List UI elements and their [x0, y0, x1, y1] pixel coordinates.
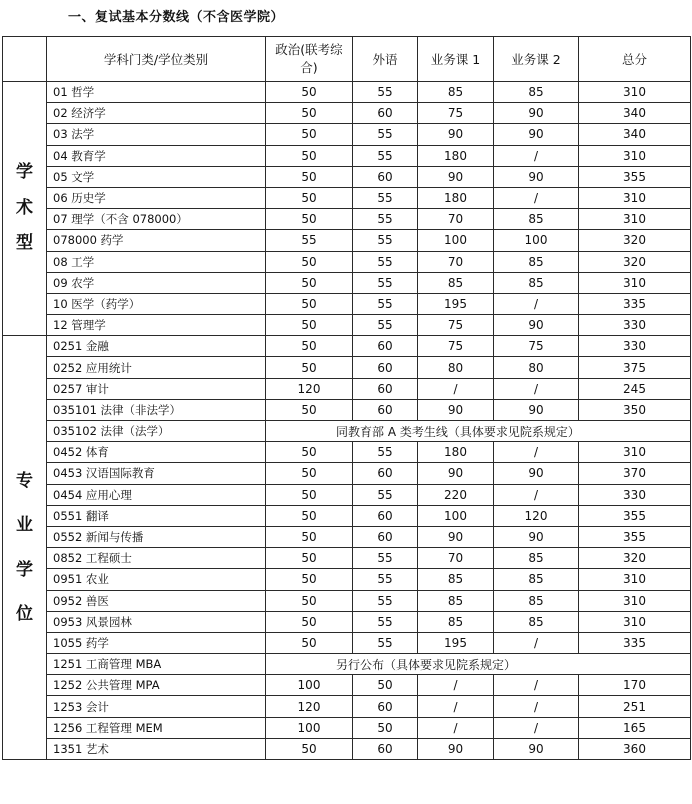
score-total: 355 [579, 526, 691, 547]
table-row [3, 484, 691, 505]
group-label-char: 位 [16, 603, 33, 624]
score-course2: 85 [494, 569, 579, 590]
score-total: 245 [579, 378, 691, 399]
merged-note [266, 421, 691, 442]
score-total: 355 [579, 505, 691, 526]
score-course2: 85 [494, 590, 579, 611]
score-language: 60 [353, 526, 418, 547]
table-row [3, 336, 691, 357]
header-course1: 业务课 1 [418, 37, 494, 82]
table-row [3, 526, 691, 547]
subject-name: 07 理学（不含 078000） [47, 209, 266, 230]
merged-note-text: 另行公布（具体要求见院系规定） [336, 657, 517, 672]
table-row [3, 738, 691, 759]
score-total: 335 [579, 632, 691, 653]
score-course1: 195 [418, 632, 494, 653]
score-politics: 50 [266, 293, 353, 314]
score-course2: / [494, 675, 579, 696]
score-course2: 85 [494, 82, 579, 103]
header-subject: 学科门类/学位类别 [47, 37, 266, 82]
table-row [3, 675, 691, 696]
score-politics: 50 [266, 357, 353, 378]
score-course1: 70 [418, 251, 494, 272]
score-course1: 80 [418, 357, 494, 378]
table-row [3, 357, 691, 378]
score-politics: 120 [266, 378, 353, 399]
score-course1: 90 [418, 738, 494, 759]
score-politics: 55 [266, 230, 353, 251]
score-course2: 85 [494, 272, 579, 293]
score-politics: 50 [266, 442, 353, 463]
table-row [3, 82, 691, 103]
score-total: 310 [579, 569, 691, 590]
score-course2: 90 [494, 124, 579, 145]
subject-name: 0251 金融 [47, 336, 266, 357]
score-course2: / [494, 378, 579, 399]
table-row [3, 505, 691, 526]
score-course2: / [494, 293, 579, 314]
score-politics: 50 [266, 632, 353, 653]
header-group [3, 37, 47, 82]
subject-name: 12 管理学 [47, 315, 266, 336]
section-title: 一、复试基本分数线（不含医学院） [68, 10, 285, 25]
score-course1: 75 [418, 336, 494, 357]
score-course2: 75 [494, 336, 579, 357]
score-course2: 85 [494, 251, 579, 272]
score-language: 55 [353, 632, 418, 653]
score-course1: / [418, 717, 494, 738]
score-language: 55 [353, 209, 418, 230]
subject-name: 0852 工程硕士 [47, 548, 266, 569]
group-label-char: 专 [16, 471, 33, 492]
table-row [3, 293, 691, 314]
score-course1: 100 [418, 230, 494, 251]
header-total: 总分 [579, 37, 691, 82]
score-language: 55 [353, 230, 418, 251]
score-politics: 120 [266, 696, 353, 717]
group-label-char: 业 [16, 515, 33, 536]
score-course2: / [494, 145, 579, 166]
score-language: 55 [353, 315, 418, 336]
score-course1: 70 [418, 209, 494, 230]
subject-name: 0454 应用心理 [47, 484, 266, 505]
score-course2: 85 [494, 611, 579, 632]
subject-name: 09 农学 [47, 272, 266, 293]
subject-name: 0952 兽医 [47, 590, 266, 611]
subject-name: 1055 药学 [47, 632, 266, 653]
score-politics: 50 [266, 505, 353, 526]
score-table [2, 36, 691, 760]
score-politics: 50 [266, 166, 353, 187]
score-politics: 50 [266, 145, 353, 166]
table-row [3, 569, 691, 590]
score-politics: 50 [266, 738, 353, 759]
score-course2: 120 [494, 505, 579, 526]
score-course1: 85 [418, 590, 494, 611]
score-language: 60 [353, 378, 418, 399]
score-course1: 180 [418, 187, 494, 208]
score-politics: 50 [266, 103, 353, 124]
score-total: 340 [579, 103, 691, 124]
table-row [3, 611, 691, 632]
score-language: 60 [353, 336, 418, 357]
merged-note-text: 同教育部 A 类考生线（具体要求见院系规定） [336, 424, 580, 439]
subject-name: 02 经济学 [47, 103, 266, 124]
score-course2: 100 [494, 230, 579, 251]
score-language: 60 [353, 399, 418, 420]
score-language: 55 [353, 145, 418, 166]
subject-name: 035102 法律（法学） [47, 421, 266, 442]
table-row [3, 654, 691, 675]
group-label-char: 术 [16, 197, 33, 218]
score-politics: 50 [266, 82, 353, 103]
score-course1: 90 [418, 124, 494, 145]
table-row [3, 187, 691, 208]
score-total: 320 [579, 230, 691, 251]
score-language: 55 [353, 82, 418, 103]
score-politics: 50 [266, 187, 353, 208]
subject-name: 035101 法律（非法学） [47, 399, 266, 420]
score-total: 310 [579, 209, 691, 230]
score-course2: 80 [494, 357, 579, 378]
score-language: 60 [353, 357, 418, 378]
score-politics: 50 [266, 548, 353, 569]
score-politics: 100 [266, 675, 353, 696]
score-total: 330 [579, 315, 691, 336]
score-total: 170 [579, 675, 691, 696]
score-total: 340 [579, 124, 691, 145]
group-label-char: 学 [16, 162, 33, 183]
score-total: 310 [579, 82, 691, 103]
table-row [3, 463, 691, 484]
score-politics: 50 [266, 124, 353, 145]
score-politics: 50 [266, 251, 353, 272]
table-row [3, 251, 691, 272]
subject-name: 03 法学 [47, 124, 266, 145]
score-language: 55 [353, 251, 418, 272]
group-label [3, 336, 47, 760]
score-total: 360 [579, 738, 691, 759]
group-label-char: 学 [16, 559, 33, 580]
score-language: 55 [353, 124, 418, 145]
score-language: 55 [353, 569, 418, 590]
subject-name: 078000 药学 [47, 230, 266, 251]
score-course2: / [494, 187, 579, 208]
score-total: 370 [579, 463, 691, 484]
score-total: 310 [579, 272, 691, 293]
score-language: 55 [353, 187, 418, 208]
score-course1: 85 [418, 82, 494, 103]
score-politics: 50 [266, 336, 353, 357]
group-label-char: 型 [16, 233, 33, 254]
subject-name: 0953 风景园林 [47, 611, 266, 632]
score-total: 375 [579, 357, 691, 378]
header-politics: 政治(联考综合) [266, 37, 353, 82]
table-row [3, 421, 691, 442]
score-course2: / [494, 632, 579, 653]
merged-note [266, 654, 691, 675]
subject-name: 1253 会计 [47, 696, 266, 717]
score-total: 320 [579, 548, 691, 569]
score-politics: 100 [266, 717, 353, 738]
table-row [3, 590, 691, 611]
subject-name: 0951 农业 [47, 569, 266, 590]
score-course2: 90 [494, 315, 579, 336]
subject-name: 1351 艺术 [47, 738, 266, 759]
score-total: 251 [579, 696, 691, 717]
score-politics: 50 [266, 611, 353, 632]
table-row [3, 124, 691, 145]
table-row [3, 103, 691, 124]
table-row [3, 717, 691, 738]
score-language: 55 [353, 442, 418, 463]
subject-name: 10 医学（药学） [47, 293, 266, 314]
table-row [3, 399, 691, 420]
score-course1: / [418, 378, 494, 399]
score-politics: 50 [266, 463, 353, 484]
score-course2: 90 [494, 399, 579, 420]
score-politics: 50 [266, 590, 353, 611]
subject-name: 1252 公共管理 MPA [47, 675, 266, 696]
score-total: 310 [579, 590, 691, 611]
score-course1: 90 [418, 399, 494, 420]
score-politics: 50 [266, 209, 353, 230]
score-course1: 90 [418, 166, 494, 187]
header-course2: 业务课 2 [494, 37, 579, 82]
score-total: 350 [579, 399, 691, 420]
score-course2: 90 [494, 463, 579, 484]
score-course1: 90 [418, 526, 494, 547]
table-body [3, 82, 691, 760]
score-total: 310 [579, 442, 691, 463]
score-politics: 50 [266, 272, 353, 293]
score-language: 55 [353, 548, 418, 569]
score-politics: 50 [266, 484, 353, 505]
subject-name: 08 工学 [47, 251, 266, 272]
table-row [3, 166, 691, 187]
table-row [3, 145, 691, 166]
score-course2: 85 [494, 548, 579, 569]
score-language: 60 [353, 166, 418, 187]
score-language: 60 [353, 103, 418, 124]
score-course1: 220 [418, 484, 494, 505]
score-course2: / [494, 717, 579, 738]
score-course2: / [494, 484, 579, 505]
score-language: 60 [353, 463, 418, 484]
score-course2: 90 [494, 526, 579, 547]
score-course1: 70 [418, 548, 494, 569]
table-row [3, 442, 691, 463]
score-language: 60 [353, 738, 418, 759]
score-total: 335 [579, 293, 691, 314]
score-course1: 85 [418, 569, 494, 590]
subject-name: 06 历史学 [47, 187, 266, 208]
subject-name: 1256 工程管理 MEM [47, 717, 266, 738]
score-course1: 75 [418, 315, 494, 336]
score-language: 50 [353, 675, 418, 696]
subject-name: 04 教育学 [47, 145, 266, 166]
score-course1: / [418, 696, 494, 717]
group-label [3, 82, 47, 336]
score-course1: 180 [418, 145, 494, 166]
score-total: 355 [579, 166, 691, 187]
table-row [3, 632, 691, 653]
header-row [3, 37, 691, 82]
header-language: 外语 [353, 37, 418, 82]
score-total: 330 [579, 484, 691, 505]
score-course1: 180 [418, 442, 494, 463]
score-total: 310 [579, 145, 691, 166]
subject-name: 0452 体育 [47, 442, 266, 463]
subject-name: 1251 工商管理 MBA [47, 654, 266, 675]
score-course2: / [494, 696, 579, 717]
score-politics: 50 [266, 526, 353, 547]
score-course1: 100 [418, 505, 494, 526]
score-language: 55 [353, 293, 418, 314]
score-total: 310 [579, 611, 691, 632]
table-row [3, 209, 691, 230]
score-course2: / [494, 442, 579, 463]
score-course2: 85 [494, 209, 579, 230]
score-course2: 90 [494, 166, 579, 187]
table-row [3, 378, 691, 399]
subject-name: 0552 新闻与传播 [47, 526, 266, 547]
score-course1: 85 [418, 611, 494, 632]
score-course1: 195 [418, 293, 494, 314]
score-total: 330 [579, 336, 691, 357]
subject-name: 0257 审计 [47, 378, 266, 399]
score-course2: 90 [494, 103, 579, 124]
table-row [3, 696, 691, 717]
score-language: 60 [353, 505, 418, 526]
score-politics: 50 [266, 315, 353, 336]
score-course1: 85 [418, 272, 494, 293]
table-row [3, 548, 691, 569]
score-total: 320 [579, 251, 691, 272]
score-politics: 50 [266, 569, 353, 590]
table-row [3, 272, 691, 293]
score-language: 55 [353, 272, 418, 293]
subject-name: 05 文学 [47, 166, 266, 187]
subject-name: 01 哲学 [47, 82, 266, 103]
score-total: 165 [579, 717, 691, 738]
score-course1: / [418, 675, 494, 696]
score-language: 50 [353, 717, 418, 738]
score-language: 55 [353, 590, 418, 611]
score-politics: 50 [266, 399, 353, 420]
table-row [3, 230, 691, 251]
score-course1: 90 [418, 463, 494, 484]
score-language: 55 [353, 484, 418, 505]
score-course2: 90 [494, 738, 579, 759]
score-course1: 75 [418, 103, 494, 124]
subject-name: 0252 应用统计 [47, 357, 266, 378]
score-total: 310 [579, 187, 691, 208]
subject-name: 0551 翻译 [47, 505, 266, 526]
table-row [3, 315, 691, 336]
score-language: 55 [353, 611, 418, 632]
score-language: 60 [353, 696, 418, 717]
subject-name: 0453 汉语国际教育 [47, 463, 266, 484]
